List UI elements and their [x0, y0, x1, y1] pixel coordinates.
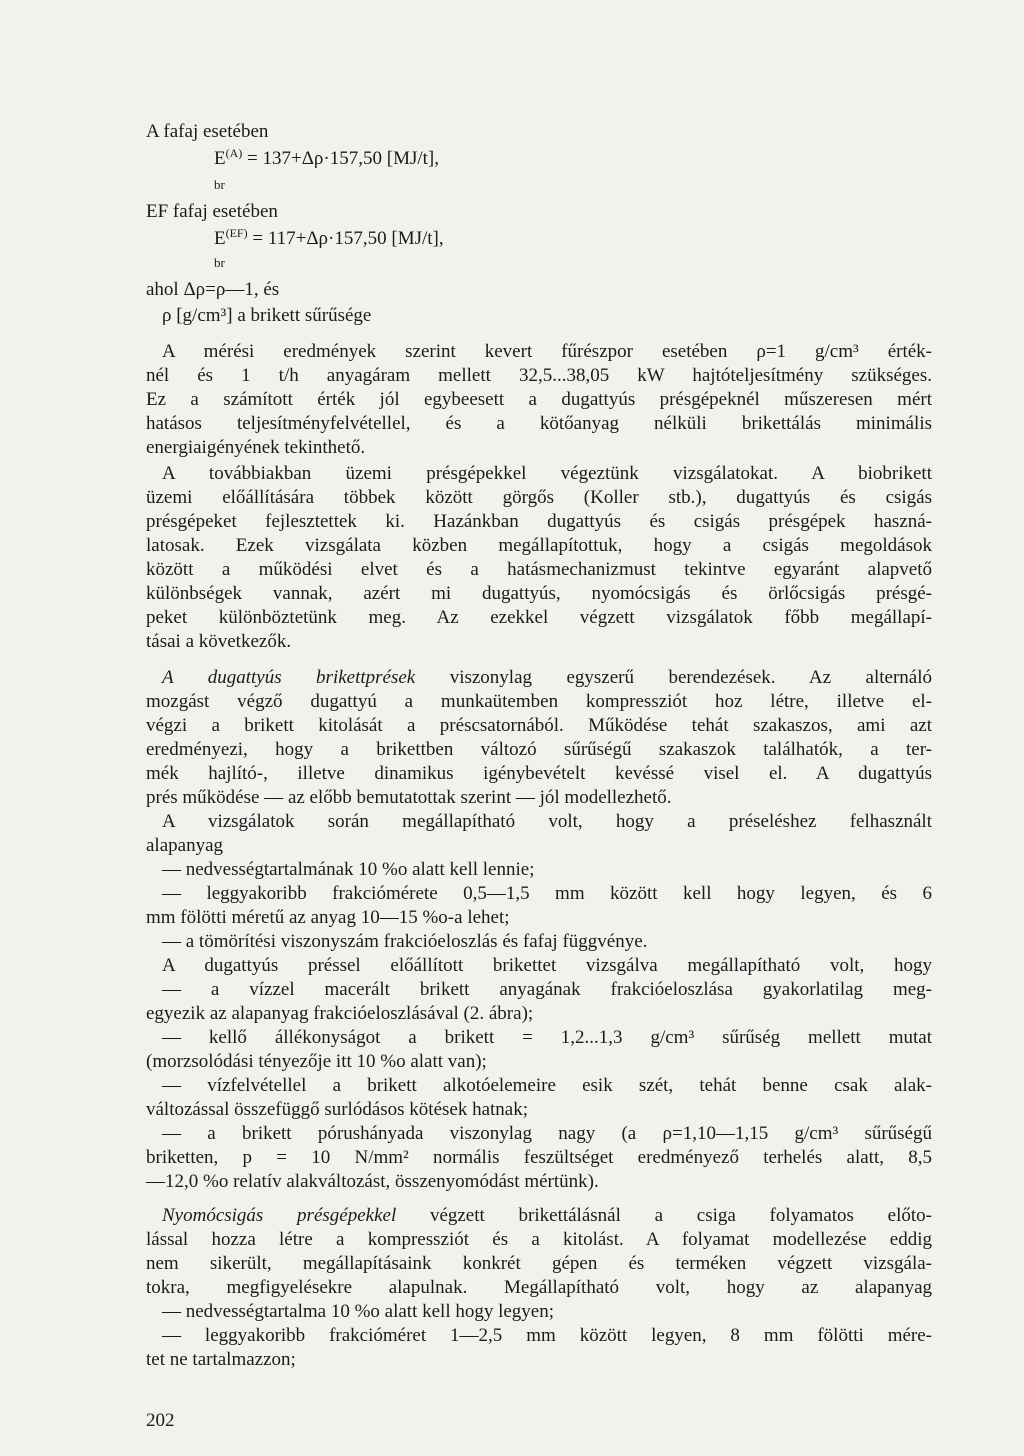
para2-line: peket különböztetünk meg. Az ezekkel végzett vizsgálatok főbb megállapí-: [146, 607, 932, 628]
para3-first-line: A dugattyús brikettprések viszonylag egyszerű berendezések. Az alternáló: [162, 667, 932, 688]
list-item-cont: tet ne tartalmazzon;: [146, 1349, 296, 1370]
para3-line: végzi a brikett kitolását a préscsatornából. Működése tehát szakaszos, ami azt: [146, 715, 932, 736]
para1-line: A mérési eredmények szerint kevert fűrészpor esetében ρ=1 g/cm³ érték-: [162, 341, 932, 362]
list-item: — a vízzel macerált brikett anyagának frakcióeloszlása gyakorlatilag meg-: [162, 979, 932, 1000]
para4-line: nem sikerült, megállapításaink konkrét gépen és terméken végzett vizsgála-: [146, 1253, 932, 1274]
list-item: — a tömörítési viszonyszám frakcióeloszlás és fafaj függvénye.: [162, 931, 648, 952]
para2-line: latosak. Ezek vizsgálata közben megállapítottuk, hogy a csigás megoldások: [146, 535, 932, 556]
para2-line: üzemi előállítására többek között görgős (Koller stb.), dugattyús és csigás: [146, 487, 932, 508]
para3-line: prés működése — az előbb bemutatottak szerint — jól modellezhető.: [146, 787, 672, 808]
para4-line: lással hozza létre a kompressziót és a kitolást. A folyamat modellezése eddig: [146, 1229, 932, 1250]
where-line: ahol Δρ=ρ—1, és: [146, 279, 280, 300]
rho-definition: ρ [g/cm³] a brikett sűrűsége: [162, 305, 372, 326]
para1-line: energiaigényének tekinthető.: [146, 437, 366, 458]
list-item-cont: egyezik az alapanyag frakcióeloszlásával (2. ábra);: [146, 1003, 534, 1024]
para4-line: tokra, megfigyelésekre alapulnak. Megállapítható volt, hogy az alapanyag: [146, 1277, 932, 1298]
list-item: — nedvességtartalmának 10 %o alatt kell lennie;: [162, 859, 535, 880]
para1-line: hatásos teljesítményfelvétellel, és a kötőanyag nélküli brikettálás minimális: [146, 413, 932, 434]
list-item-cont: mm fölötti méretű az anyag 10—15 %o-a lehet;: [146, 907, 510, 928]
list-item: — a brikett pórushányada viszonylag nagy (a ρ=1,10—1,15 g/cm³ sűrűségű: [162, 1123, 932, 1144]
para2-line: A továbbiakban üzemi présgépekkel végeztünk vizsgálatokat. A biobrikett: [162, 463, 932, 484]
ef-heading: EF fafaj esetében: [146, 201, 278, 222]
list-item-cont: briketten, p = 10 N/mm² normális feszültséget eredményező terhelés alatt, 8,5: [146, 1147, 932, 1168]
para1-line: Ez a számított érték jól egybeesett a dugattyús présgépeknél műszeresen mért: [146, 389, 932, 410]
piston-press-heading: A dugattyús brikettprések: [162, 667, 416, 688]
para4-first-line: Nyomócsigás présgépekkel végzett brikettálásnál a csiga folyamatos előto-: [162, 1205, 932, 1226]
para1-line: nél és 1 t/h anyagáram mellett 32,5...38,05 kW hajtóteljesítmény szükséges.: [146, 365, 932, 386]
para2-line: présgépeket fejlesztettek ki. Hazánkban dugattyús és csigás présgépek haszná-: [146, 511, 932, 532]
screw-press-heading: Nyomócsigás présgépekkel: [162, 1205, 397, 1226]
list-item-cont: változással összefüggő surlódásos kötések hatnak;: [146, 1099, 529, 1120]
ef-formula: $E^{(EF)} = 117+\Delta\rho\cdot 157,50$ [MJ/t],: [214, 226, 444, 249]
para2-line: között a működési elvet és a hatásmechanizmust tekintve egyaránt alapvető: [146, 559, 932, 580]
para2-line: tásai a következők.: [146, 631, 292, 652]
list-item: — nedvességtartalma 10 %o alatt kell hogy legyen;: [162, 1301, 555, 1322]
para3-line: alapanyag: [146, 835, 224, 856]
a-formula-subscript: br: [214, 177, 225, 192]
a-heading: A fafaj esetében: [146, 121, 269, 142]
list-item: — leggyakoribb frakciómérete 0,5—1,5 mm között kell hogy legyen, és 6: [162, 883, 932, 904]
page-number: 202: [146, 1410, 175, 1431]
para3-line: mozgást végző dugattyú a munkaütemben kompressziót hoz létre, illetve el-: [146, 691, 932, 712]
a-formula: $E^{(A)} = 137+\Delta\rho\cdot 157,50$ [MJ/t],: [214, 146, 439, 169]
ef-formula-subscript: br: [214, 255, 225, 270]
list-item-cont: (morzsolódási tényezője itt 10 %o alatt van);: [146, 1051, 487, 1072]
list-item: — leggyakoribb frakcióméret 1—2,5 mm között legyen, 8 mm fölötti mére-: [162, 1325, 932, 1346]
list-item-cont: —12,0 %o relatív alakváltozást, összenyomódást mértünk).: [146, 1171, 599, 1192]
para3-line: mék hajlító-, illetve dinamikus igénybevételt kevéssé visel el. A dugattyús: [146, 763, 932, 784]
para3-line: eredményezi, hogy a brikettben változó sűrűségű szakaszok találhatók, a ter-: [146, 739, 932, 760]
para2-line: különbségek vannak, azért mi dugattyús, nyomócsigás és örlőcsigás présgé-: [146, 583, 932, 604]
para3-line: A dugattyús préssel előállított brikettet vizsgálva megállapítható volt, hogy: [162, 955, 932, 976]
list-item: — kellő állékonyságot a brikett = 1,2...1,3 g/cm³ sűrűség mellett mutat: [162, 1027, 932, 1048]
para3-line: A vizsgálatok során megállapítható volt, hogy a préseléshez felhasznált: [162, 811, 932, 832]
list-item: — vízfelvétellel a brikett alkotóelemeire esik szét, tehát benne csak alak-: [162, 1075, 932, 1096]
